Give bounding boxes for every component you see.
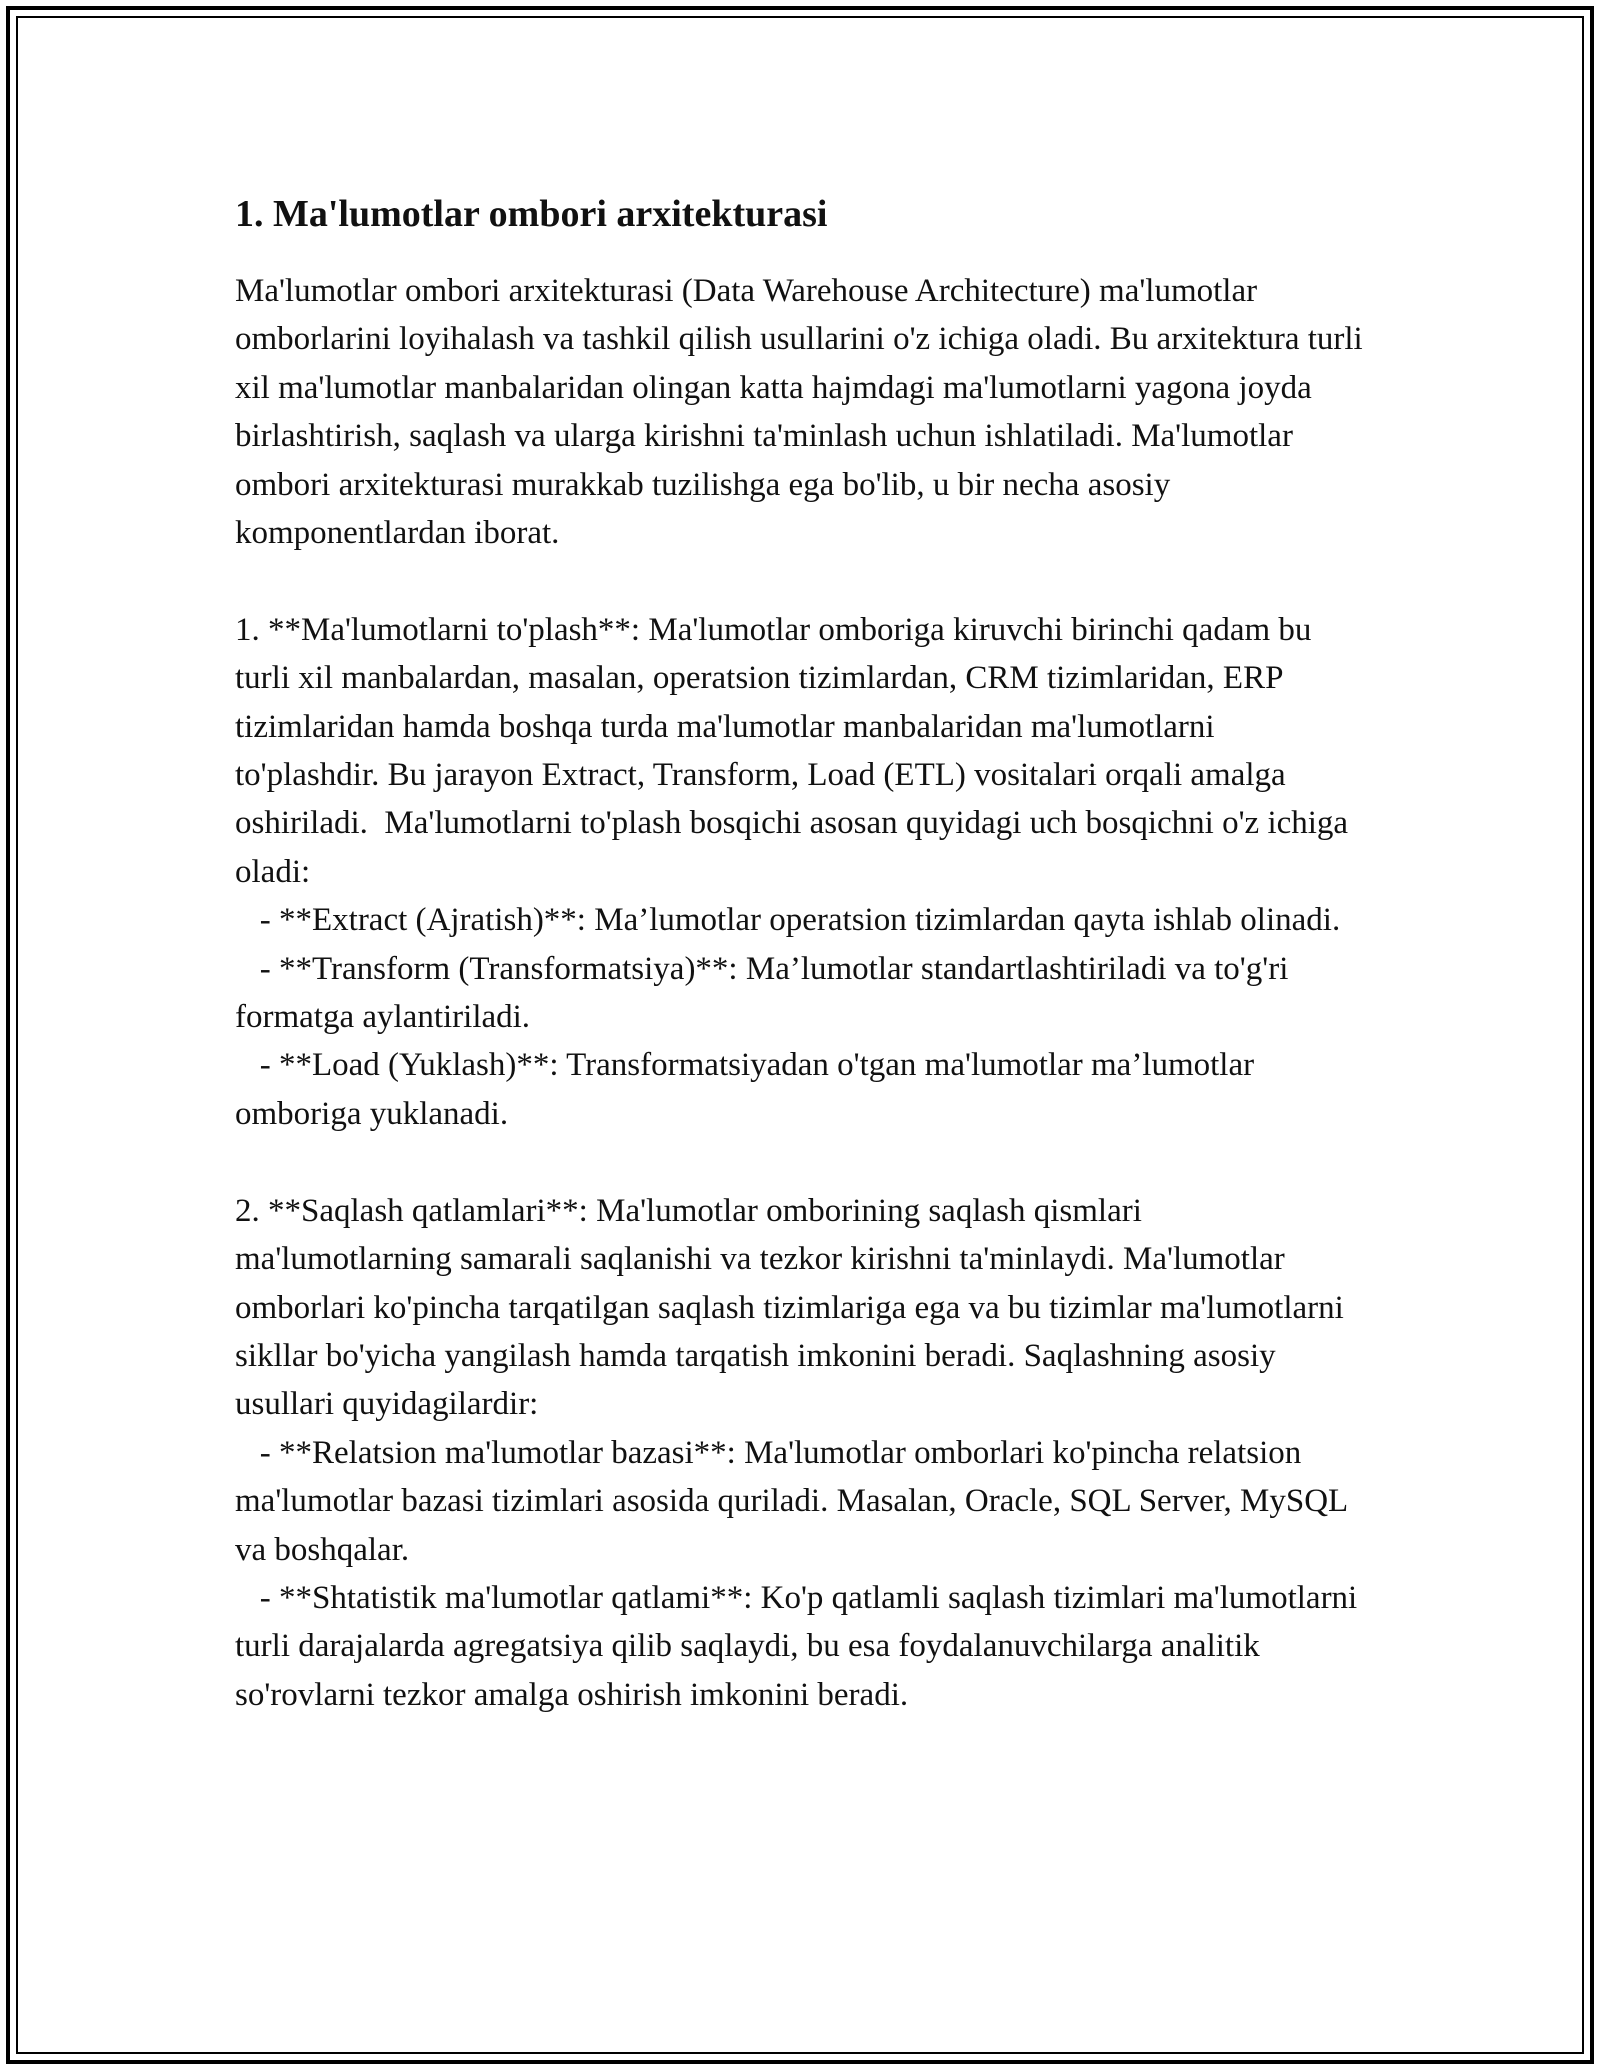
section2-item-statistical: - **Shtatistik ma'lumotlar qatlami**: Ko'p qatlamli saqlash tizimlari ma'lumotlarni turli darajalarda agregatsiya qilib saqlaydi, bu esa foydalanuvchilarga analitik so'rovlarni tezkor amalga oshirish imkonini beradi.: [235, 1579, 1366, 1713]
intro-paragraph: Ma'lumotlar ombori arxitekturasi (Data Warehouse Architecture) ma'lumotlar omborlarini loyihalash va tashkil qilish usullarini o'z ichiga oladi. Bu arxitektura turli xil ma'lumotlar manbalaridan olingan katta hajmdagi ma'lumotlarni yagona joyda birlashtirish, saqlash va ularga kirishni ta'minlash uchun ishlatiladi. Ma'lumotlar ombori arxitekturasi murakkab tuzilishga ega bo'lib, u bir necha asosiy komponentlardan iborat.: [235, 273, 1371, 552]
section1-item-extract: - **Extract (Ajratish)**: Ma’lumotlar operatsion tizimlardan qayta ishlab olinadi.: [235, 902, 1341, 939]
section2-paragraph: 2. **Saqlash qatlamlari**: Ma'lumotlar omborining saqlash qismlari ma'lumotlarning samarali saqlanishi va tezkor kirishni ta'minlaydi. Ma'lumotlar omborlari ko'pincha tarqatilgan saqlash tizimlariga ega va bu tizimlar ma'lumotlarni sikllar bo'yicha yangilash hamda tarqatish imkonini beradi. Saqlashning asosiy usullari quyidagilardir:: [235, 1192, 1353, 1423]
paragraph-spacer: [235, 557, 1365, 605]
paragraph-spacer: [235, 1138, 1365, 1186]
section1-paragraph: 1. **Ma'lumotlarni to'plash**: Ma'lumotlar omboriga kiruvchi birinchi qadam bu turli xil manbalardan, masalan, operatsion tizimlardan, CRM tizimlaridan, ERP tizimlaridan hamda boshqa turda ma'lumotlar manbalaridan ma'lumotlarni to'plashdir. Bu jarayon Extract, Transform, Load (ETL) vositalari orqali amalga oshiriladi. Ma'lumotlarni to'plash bosqichi asosan quyidagi uch bosqichni o'z ichiga oladi:: [235, 611, 1357, 890]
section1-item-load: - **Load (Yuklash)**: Transformatsiyadan o'tgan ma'lumotlar ma’lumotlar omboriga yuklanadi.: [235, 1047, 1263, 1132]
section2-item-relational: - **Relatsion ma'lumotlar bazasi**: Ma'lumotlar omborlari ko'pincha relatsion ma'lumotlar bazasi tizimlari asosida quriladi. Masalan, Oracle, SQL Server, MySQL va boshqalar.: [235, 1434, 1356, 1568]
section-heading: 1. Ma'lumotlar ombori arxitekturasi: [235, 193, 828, 235]
section1-item-transform: - **Transform (Transformatsiya)**: Ma’lumotlar standartlashtiriladi va to'g'ri formatga aylantiriladi.: [235, 950, 1297, 1036]
document-body: [235, 185, 1371, 1719]
